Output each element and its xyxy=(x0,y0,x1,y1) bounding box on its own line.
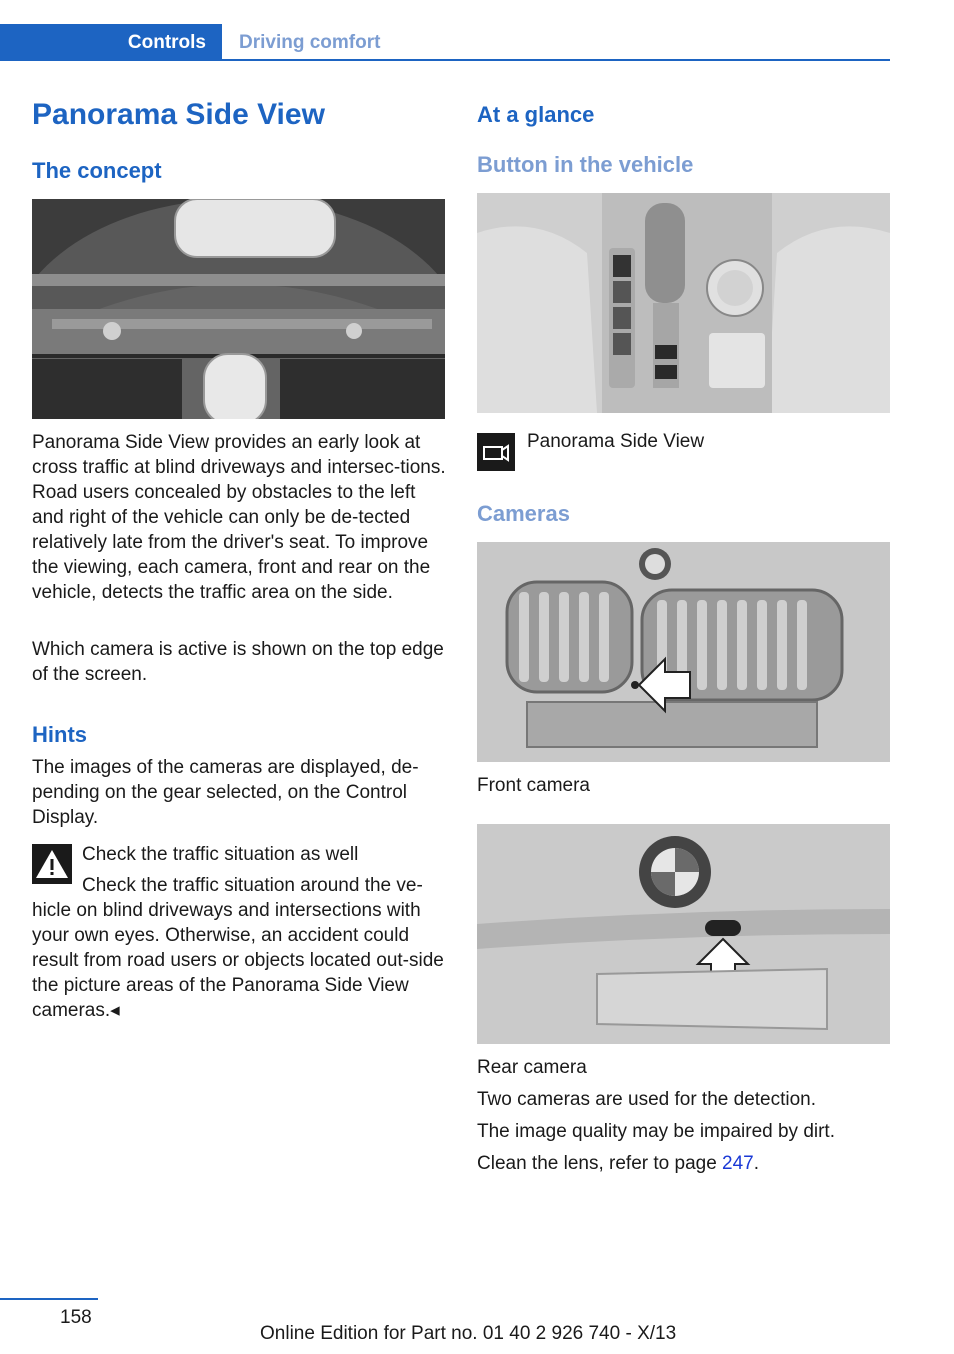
concept-paragraph-1: Panorama Side View provides an early look at cross traffic at blind driveways and intersec-tions. Road users concealed by obstacles to the left and right of the vehicle can only be de-tected relatively late from the driver's seat. To improve the viewing, each camera, front and rear on the vehicle, detects the traffic area on the side. xyxy=(32,432,446,603)
rear-camera-caption: Rear camera xyxy=(477,1057,587,1078)
button-in-vehicle-heading: Button in the vehicle xyxy=(477,152,694,177)
hints-heading: Hints xyxy=(32,722,87,747)
concept-paragraph-2: Which camera is active is shown on the top edge of the screen. xyxy=(32,639,444,685)
panorama-side-view-button-label: Panorama Side View xyxy=(527,431,705,452)
panorama-side-view-button-icon[interactable] xyxy=(477,433,515,471)
cameras-paragraph-3 xyxy=(477,1151,887,1176)
concept-heading: The concept xyxy=(32,158,162,183)
clean-lens-text: Clean the lens, refer to page xyxy=(477,1153,723,1174)
hints-paragraph: The images of the cameras are displayed, de-pending on the gear selected, on the Control Display. xyxy=(32,757,419,828)
concept-illustration xyxy=(32,199,445,419)
header-rule xyxy=(222,59,890,61)
warning-text: Check the traffic situation around the ve-hicle on blind driveways and intersections with your own eyes. Otherwise, an accident could result from road users or objects located out-side the picture areas of the Panorama Side View cameras.◂ xyxy=(32,875,444,1021)
header-section-controls[interactable]: Controls xyxy=(127,32,206,53)
front-camera-illustration xyxy=(477,542,890,762)
at-a-glance-heading: At a glance xyxy=(477,102,595,127)
center-console-illustration xyxy=(477,193,890,413)
warning-title: Check the traffic situation as well xyxy=(82,844,359,865)
front-camera-graphic xyxy=(477,542,890,762)
footer-rule xyxy=(0,1298,98,1300)
page-247-link[interactable]: 247 xyxy=(722,1153,754,1174)
concept-illustration-graphic xyxy=(32,199,445,419)
front-camera-caption: Front camera xyxy=(477,775,590,796)
cameras-heading: Cameras xyxy=(477,501,570,526)
edition-footer: Online Edition for Part no. 01 40 2 926 740 - X/13 xyxy=(260,1323,677,1344)
page-number: 158 xyxy=(60,1307,92,1328)
center-console-graphic xyxy=(477,193,890,413)
page-title: Panorama Side View xyxy=(32,98,325,131)
clean-lens-suffix: . xyxy=(753,1153,760,1174)
cameras-paragraph-2: The image quality may be impaired by dirt. xyxy=(477,1121,835,1142)
rear-camera-illustration xyxy=(477,824,890,1044)
cameras-paragraph-1: Two cameras are used for the detection. xyxy=(477,1089,817,1110)
rear-camera-graphic xyxy=(477,824,890,1044)
header-subsection-driving-comfort[interactable]: Driving comfort xyxy=(239,32,381,53)
